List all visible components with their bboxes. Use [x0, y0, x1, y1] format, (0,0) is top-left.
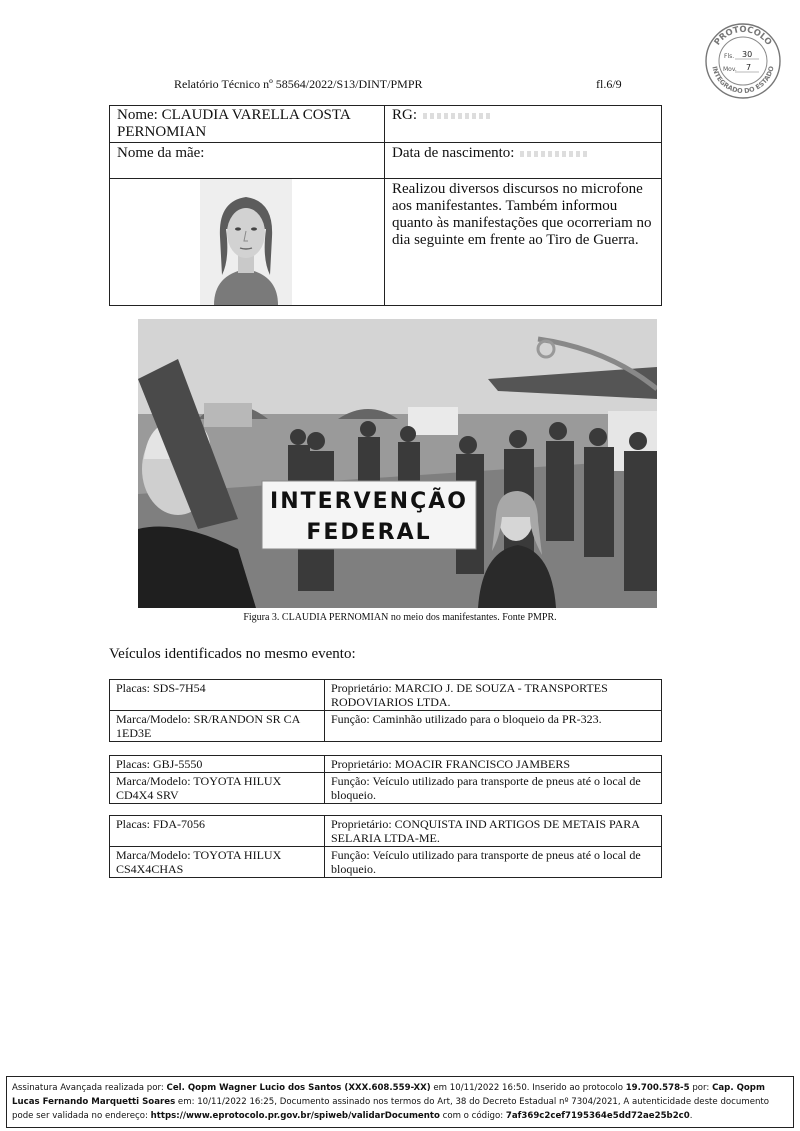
- report-id: Relatório Técnico nº 58564/2022/S13/DINT/PMPR: [174, 77, 423, 91]
- mother-cell: Nome da mãe:: [110, 143, 385, 179]
- banner-line1: INTERVENÇÃO: [270, 489, 468, 514]
- footer-text-4: em: 10/11/2022 16:25, Documento assinado nos termos do Art, 38 do Decreto Estadual nº 7304/2021, A autenticidade deste documento pode ser validada no endereço:: [12, 1097, 770, 1121]
- vehicle-table-1: [109, 679, 662, 742]
- vehicle-model: Marca/Modelo: TOYOTA HILUX CD4X4 SRV: [110, 773, 325, 804]
- stamp-fls-label: Fls.: [724, 53, 735, 60]
- footer-text-5: com o código:: [439, 1111, 506, 1121]
- stamp-arc-top: PROTOCOLO: [712, 24, 774, 48]
- photo-cell: [110, 179, 385, 306]
- redacted-rg: [423, 113, 493, 119]
- footer-validation-code: 7af369c2cef7195364e5dd72ae25b2c0: [505, 1111, 690, 1121]
- vehicle-plate: Placas: SDS-7H54: [110, 680, 325, 711]
- stamp-seal: [704, 22, 782, 100]
- figure-caption: Figura 3. CLAUDIA PERNOMIAN no meio dos manifestantes. Fonte PMPR.: [243, 612, 557, 623]
- footer-text-1: Assinatura Avançada realizada por:: [12, 1083, 167, 1093]
- page-number: fl.6/9: [596, 77, 622, 91]
- portrait-image: [200, 179, 292, 305]
- footer-validation-url[interactable]: https://www.eprotocolo.pr.gov.br/spiweb/validarDocumento: [150, 1111, 440, 1121]
- vehicle-owner: Proprietário: MOACIR FRANCISCO JAMBERS: [325, 756, 662, 773]
- description-cell: Realizou diversos discursos no microfone aos manifestantes. Também informou quanto às manifestações que ocorreriam no dia seguinte em frente ao Tiro de Guerra.: [385, 179, 662, 306]
- vehicle-table-2: [109, 755, 662, 804]
- signature-footer: [6, 1076, 794, 1128]
- person-table: [109, 105, 662, 306]
- vehicle-model: Marca/Modelo: SR/RANDON SR CA 1ED3E: [110, 711, 325, 742]
- name-cell: Nome: CLAUDIA VARELLA COSTA PERNOMIAN: [110, 106, 385, 143]
- redacted-birth: [520, 151, 590, 157]
- vehicle-plate: Placas: FDA-7056: [110, 816, 325, 847]
- vehicle-table-3: [109, 815, 662, 878]
- person-photo: [200, 179, 292, 305]
- rg-label: RG:: [392, 107, 418, 123]
- vehicle-plate: Placas: GBJ-5550: [110, 756, 325, 773]
- stamp-fls-value: 30: [742, 50, 753, 59]
- vehicle-function: Função: Veículo utilizado para transporte de pneus até o local de bloqueio.: [325, 773, 662, 804]
- svg-text:PROTOCOLO: [713, 25, 774, 48]
- footer-signer-1: Cel. Qopm Wagner Lucio dos Santos (XXX.608.559-XX): [166, 1083, 431, 1093]
- vehicles-title: Veículos identificados no mesmo evento:: [109, 646, 356, 662]
- footer-protocol: 19.700.578-5: [625, 1083, 690, 1093]
- vehicle-function: Função: Veículo utilizado para transporte de pneus até o local de bloqueio.: [325, 847, 662, 878]
- protocol-stamp: [704, 22, 782, 100]
- banner-line2: FEDERAL: [306, 520, 432, 545]
- footer-signer-2: Cap. Qopm Lucas Fernando Marquetti Soares: [12, 1083, 765, 1107]
- vehicle-model: Marca/Modelo: TOYOTA HILUX CS4X4CHAS: [110, 847, 325, 878]
- footer-text-6: .: [689, 1111, 693, 1121]
- stamp-mov-label: Mov.: [723, 66, 737, 73]
- footer-text-3: por:: [689, 1083, 713, 1093]
- birth-cell: [385, 143, 662, 179]
- footer-text-2: em 10/11/2022 16:50. Inserido ao protocolo: [430, 1083, 626, 1093]
- vehicle-owner: Proprietário: CONQUISTA IND ARTIGOS DE METAIS PARA SELARIA LTDA-ME.: [325, 816, 662, 847]
- protest-photo: [138, 319, 657, 608]
- rg-cell: [385, 106, 662, 143]
- vehicle-owner: Proprietário: MARCIO J. DE SOUZA - TRANSPORTES RODOVIARIOS LTDA.: [325, 680, 662, 711]
- figure-photo: [138, 319, 657, 608]
- stamp-arc-bottom: INTEGRADO DO ESTADO: [710, 65, 776, 96]
- birth-label: Data de nascimento:: [392, 145, 515, 161]
- vehicle-function: Função: Caminhão utilizado para o bloqueio da PR-323.: [325, 711, 662, 742]
- stamp-mov-value: 7: [746, 63, 752, 72]
